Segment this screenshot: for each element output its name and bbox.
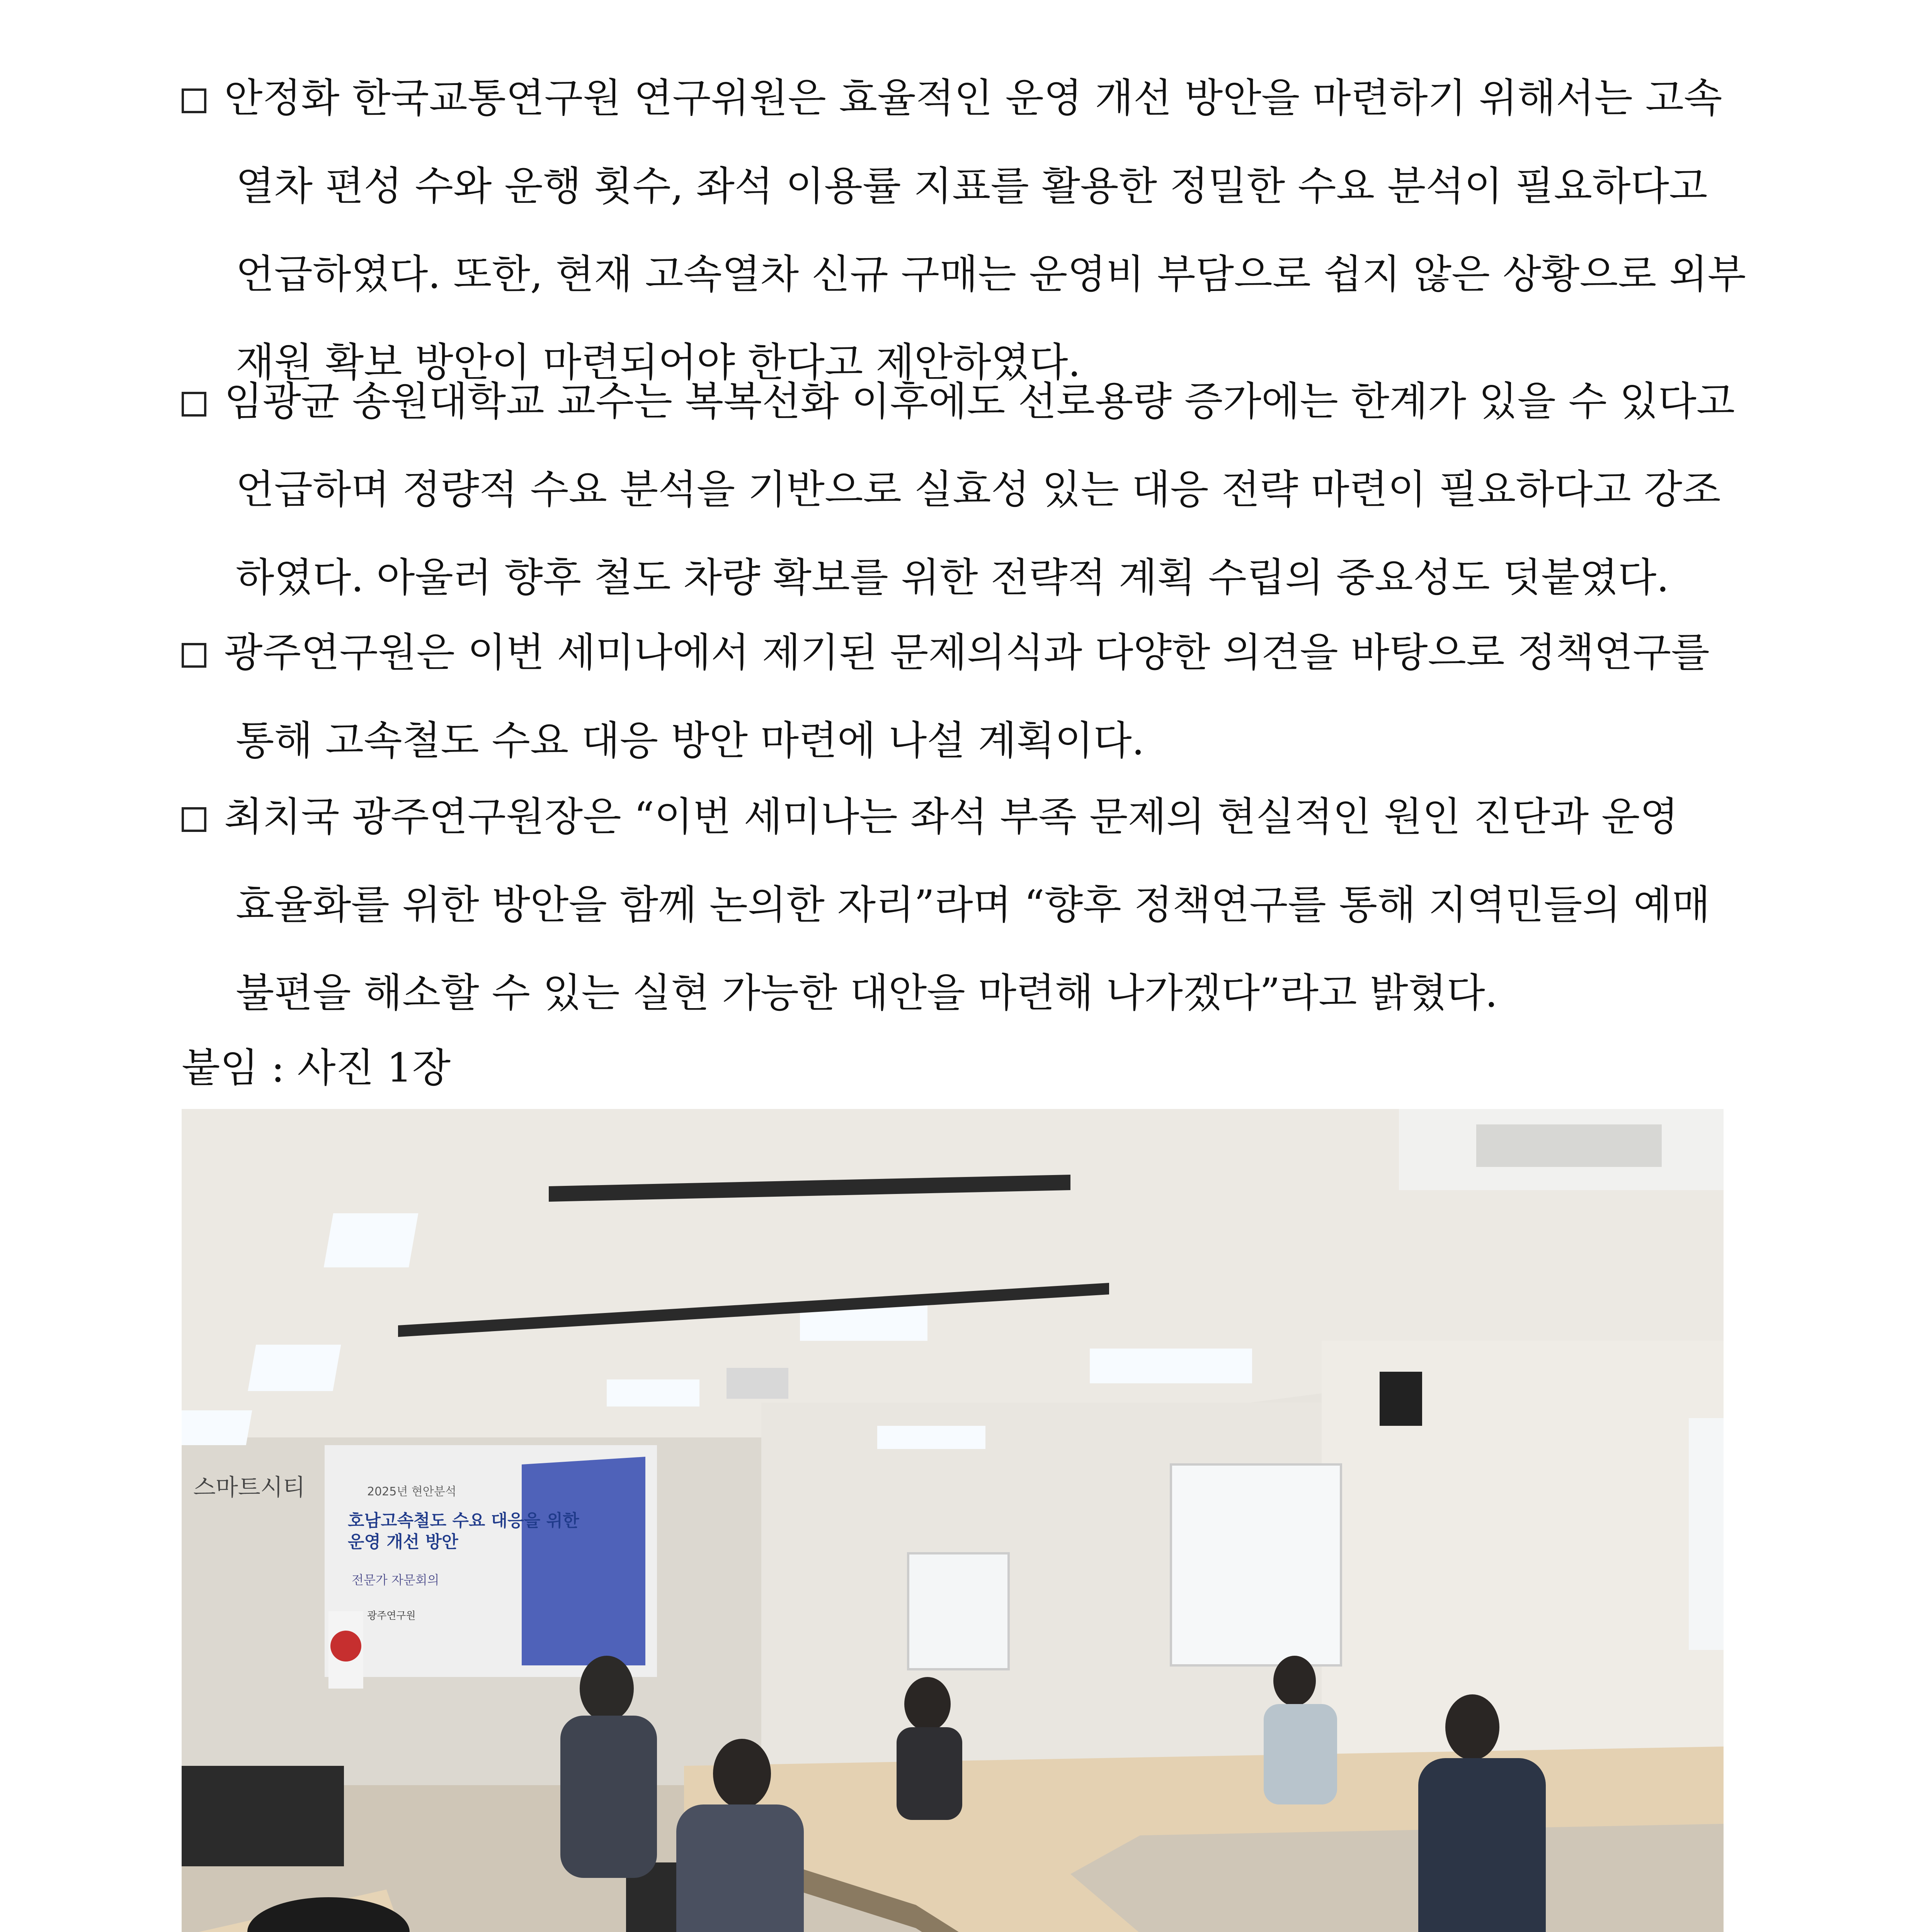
screen-subtitle-text: 전문가 자문회의 bbox=[352, 1573, 439, 1587]
checkbox-bullet-icon bbox=[182, 392, 206, 417]
attachment-label: 붙임 : 사진 1장 bbox=[182, 1045, 451, 1091]
screen-org-text: 광주연구원 bbox=[367, 1610, 416, 1622]
checkbox-bullet-icon bbox=[182, 643, 206, 668]
paragraph-3 bbox=[182, 609, 1724, 785]
paragraph-line: 하였다. 아울러 향후 철도 차량 확보를 위한 전략적 계획 수립의 중요성도 덧붙였다. bbox=[236, 554, 1669, 601]
paragraph-line: 최치국 광주연구원장은 “이번 세미나는 좌석 부족 문제의 현실적인 원인 진단과 운영 bbox=[224, 794, 1678, 840]
paragraph-2 bbox=[182, 357, 1735, 622]
paragraph-1 bbox=[182, 54, 1746, 406]
paragraph-line: 효율화를 위한 방안을 함께 논의한 자리”라며 “향후 정책연구를 통해 지역민들의 예매 bbox=[236, 882, 1710, 928]
paragraph-line: 안정화 한국교통연구원 연구위원은 효율적인 운영 개선 방안을 마련하기 위해서는 고속 bbox=[224, 75, 1722, 121]
screen-title-line2: 운영 개선 방안 bbox=[348, 1532, 458, 1552]
paragraph-line: 재원 확보 방안이 마련되어야 한다고 제안하였다. bbox=[236, 339, 1081, 386]
screen-year-text: 2025년 현안분석 bbox=[367, 1485, 456, 1498]
meeting-photo bbox=[182, 1109, 1724, 1932]
checkbox-bullet-icon bbox=[182, 807, 206, 832]
screen-title-line1: 호남고속철도 수요 대응을 위한 bbox=[348, 1511, 579, 1531]
paragraph-line: 광주연구원은 이번 세미나에서 제기된 문제의식과 다양한 의견을 바탕으로 정책연구를 bbox=[224, 629, 1710, 676]
paragraph-line: 언급하며 정량적 수요 분석을 기반으로 실효성 있는 대응 전략 마련이 필요하다고 강조 bbox=[236, 466, 1721, 513]
paragraph-line: 불편을 해소할 수 있는 실현 가능한 대안을 마련해 나가겠다”라고 밝혔다. bbox=[236, 970, 1498, 1016]
paragraph-line: 임광균 송원대학교 교수는 복복선화 이후에도 선로용량 증가에는 한계가 있을 수 있다고 bbox=[224, 378, 1735, 425]
paragraph-line: 언급하였다. 또한, 현재 고속열차 신규 구매는 운영비 부담으로 쉽지 않은 상황으로 외부 bbox=[236, 251, 1746, 298]
paragraph-line: 열차 편성 수와 운행 횟수, 좌석 이용률 지표를 활용한 정밀한 수요 분석이 필요하다고 bbox=[236, 163, 1708, 209]
paragraph-line: 통해 고속철도 수요 대응 방안 마련에 나설 계획이다. bbox=[236, 718, 1145, 764]
paragraph-4 bbox=[182, 773, 1724, 1037]
checkbox-bullet-icon bbox=[182, 88, 206, 113]
wall-sign-text: 스마트시티 bbox=[193, 1474, 305, 1501]
